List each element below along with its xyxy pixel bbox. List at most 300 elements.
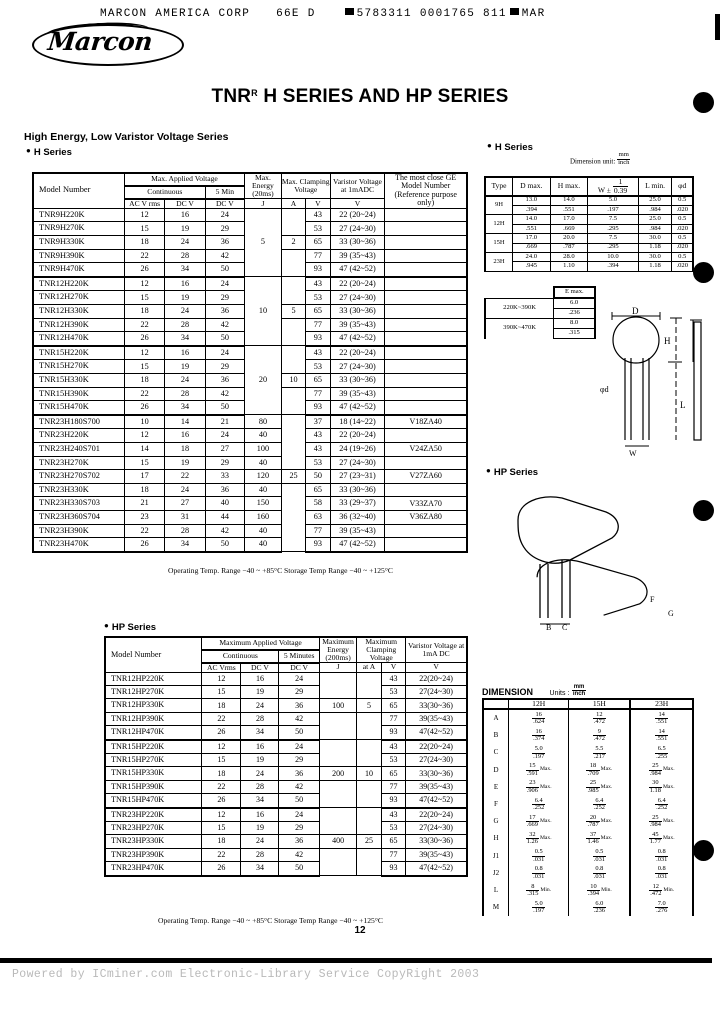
dimension-inch: .551: [656, 735, 668, 743]
dimension-value-cell: [509, 882, 569, 899]
table-row: TNR9H270K 15 19 29 53 27 (24~30): [33, 222, 467, 236]
hp-col-max-applied: Maximum Applied Voltage: [202, 637, 320, 650]
emax-range-cell: 220K~390K: [485, 298, 554, 319]
dimension-fraction: [593, 901, 606, 915]
dimension-suffix: Max.: [662, 766, 675, 773]
dimension-inch: .591: [526, 769, 538, 777]
model-number-cell: TNR23H240S701: [33, 442, 124, 456]
dimension-mm: 25: [649, 815, 662, 822]
unit-dc-v: DC V: [165, 199, 205, 209]
label-w: W: [629, 449, 637, 458]
dimension-inch: 1.77: [649, 838, 661, 846]
hp-col-max-clamping: Maximum Clamping Voltage: [357, 637, 406, 663]
table-row: TNR12HP330K 18 24 36 100 5 65 33(30~36): [105, 699, 467, 712]
dimension-fraction: [655, 712, 668, 726]
section-label-h-series-dim: [487, 141, 533, 153]
table-row: [483, 899, 693, 916]
dimension-fraction: [526, 780, 539, 794]
model-number-cell: TNR15H220K: [33, 346, 124, 360]
dimension-fraction: [532, 901, 545, 915]
bullet-icon-4: ●: [104, 621, 109, 630]
model-number-cell: TNR23H220K: [33, 429, 124, 443]
dimension-suffix: Max.: [600, 817, 613, 824]
table-row: 9H 13.0 14.0 5.0 25.0 0.5: [485, 196, 693, 206]
dimension-mm: 5.0: [532, 901, 545, 908]
dimension-inch: .031: [593, 855, 605, 863]
dimension-row-label: J1: [483, 848, 509, 865]
table-row: TNR15H330K 18 24 36 10 65 33 (30~36): [33, 374, 467, 388]
dimension-value-cell: [630, 813, 693, 830]
dimension-inch: .236: [593, 907, 605, 915]
dimension-value-cell: [630, 796, 693, 813]
hp-series-table-text: HP Series: [111, 622, 157, 633]
model-number-cell: TNR9H220K: [33, 208, 124, 222]
dimension-inch: .669: [526, 821, 538, 829]
model-number-cell: TNR23HP330K: [105, 835, 202, 848]
dimension-inch: .197: [533, 752, 545, 760]
dimension-inch: .984: [649, 821, 661, 829]
table-row: TNR23H270K 15 19 29 40 53 27 (24~30): [33, 456, 467, 470]
dimension-inch: .624: [533, 718, 545, 726]
dimension-fraction: [587, 884, 600, 898]
dim-unit-inch: inch: [572, 691, 586, 697]
dimension-row-label: D: [483, 762, 509, 779]
footer-bar: [0, 958, 712, 963]
model-number-cell: TNR9H330K: [33, 236, 124, 250]
dimension-unit-fraction: [572, 684, 586, 697]
dimension-inch: .985: [587, 786, 599, 794]
model-number-cell: TNR12HP220K: [105, 672, 202, 685]
table-row-inch: .236: [485, 309, 595, 319]
table-row: TNR15H220K 12 16 24 20 43 22 (20~24): [33, 346, 467, 360]
dimension-mm: 6.4: [593, 798, 606, 805]
dimension-mm: 25: [649, 763, 662, 770]
table-row: 220K~390K 6.0: [485, 298, 595, 309]
col-max-applied-voltage: Max. Applied Voltage: [124, 173, 244, 186]
h-series-table: [32, 172, 468, 553]
table-row: TNR12H330K 18 24 36 5 65 33 (30~36): [33, 305, 467, 319]
dimension-mm: 15: [526, 763, 539, 770]
dimension-fraction: [649, 780, 662, 794]
dimension-suffix: Max.: [539, 766, 552, 773]
table-row: [483, 796, 693, 813]
dim-col-phi-d: φd: [672, 177, 693, 196]
dimension-row-label: H: [483, 830, 509, 847]
hp-thead: [105, 637, 467, 672]
dimension-inch: .394: [587, 890, 600, 898]
model-number-cell: TNR12H470K: [33, 332, 124, 346]
table-row: TNR23HP330K 18 24 36 400 25 65 33(30~36): [105, 835, 467, 848]
unit-dc-v-5min: DC V: [205, 199, 244, 209]
emax-range-cell: 390K~470K: [485, 319, 554, 339]
dim-col-type: Type: [485, 177, 513, 196]
dimension-value-cell: [630, 848, 693, 865]
table-row: TNR12HP390K 22 28 42 77 39(35~43): [105, 712, 467, 725]
side-view-body: [694, 322, 701, 440]
model-number-cell: TNR23H470K: [33, 538, 124, 552]
table-row-inch: .315: [485, 329, 595, 339]
table-row: TNR15H390K 22 28 42 77 39 (35~43): [33, 387, 467, 401]
model-number-cell: TNR15HP220K: [105, 740, 202, 754]
table-row: 23H 24.0 28.0 10.0 30.0 0.5: [485, 252, 693, 261]
current-cell: 2: [281, 236, 305, 250]
dimension-fraction: [593, 866, 606, 880]
h-dimension-table: [484, 176, 694, 272]
col-continuous: Continuous: [124, 186, 205, 199]
dimension-value-cell: [569, 882, 631, 899]
table-row: TNR23H330K 18 24 36 40 65 33 (30~36): [33, 483, 467, 497]
model-number-cell: TNR15H330K: [33, 374, 124, 388]
hp-lead-right: [562, 560, 570, 618]
hp-col-five-min: 5 Minutes: [279, 650, 319, 663]
dimension-fraction: [593, 729, 606, 743]
table-row: TNR15HP330K 18 24 36 200 10 65 33(30~36): [105, 767, 467, 780]
table-row: 12H 14.0 17.0 7.5 25.0 0.5: [485, 215, 693, 224]
dimension-row-label: C: [483, 744, 509, 761]
hp-unit-j: J: [319, 663, 356, 673]
hp-series-draw-text: HP Series: [493, 467, 539, 478]
col-five-min: 5 Min: [205, 186, 244, 199]
model-number-cell: TNR12H270K: [33, 291, 124, 305]
dimension-mm: 20: [586, 815, 599, 822]
dimension-mm: 10: [587, 884, 600, 891]
label-d: D: [632, 306, 639, 316]
dimension-fraction: [655, 746, 668, 760]
dim-unit-mm: mm: [573, 684, 585, 690]
dimension-row-label: G: [483, 813, 509, 830]
model-number-cell: TNR9H470K: [33, 263, 124, 277]
dimension-value-cell: [569, 899, 631, 916]
col-model-number: Model Number: [33, 173, 124, 208]
unit-ac-vrms: AC V rms: [124, 199, 164, 209]
hp-col-continuous: Continuous: [202, 650, 279, 663]
col-max-energy: Max. Energy (20ms): [245, 173, 282, 199]
hp-col-max-energy: Maximum Energy (200ms): [319, 637, 356, 663]
emax-header: E max.: [554, 287, 595, 298]
hp-body-side-icon: [537, 560, 647, 615]
dimension-value-cell: [569, 848, 631, 865]
dimension-value-cell: [630, 709, 693, 727]
dimension-inch: .031: [656, 872, 668, 880]
dimension-row-label: B: [483, 727, 509, 744]
hp-body-top-icon: [518, 497, 618, 563]
model-number-cell: TNR12H220K: [33, 277, 124, 291]
dimension-row-label: L: [483, 882, 509, 899]
dimension-unit-caption: [570, 152, 630, 166]
table-row: 15H 17.0 20.0 7.5 30.0 0.5: [485, 234, 693, 243]
dimension-section-label: [482, 684, 586, 697]
h-series-tbody: [33, 208, 467, 551]
table-row: TNR23HP220K 12 16 24 43 22(20~24): [105, 808, 467, 822]
dimension-inch: .252: [656, 804, 668, 812]
dimension-mm: 18: [586, 763, 599, 770]
dimension-value-cell: [630, 882, 693, 899]
dimension-suffix: Max.: [539, 817, 552, 824]
dimension-row-label: F: [483, 796, 509, 813]
table-row: [483, 848, 693, 865]
h-series-thead: [33, 173, 467, 208]
table-row: TNR9H220K 12 16 24 5 43 22 (20~24): [33, 208, 467, 222]
dimension-mm: 7.0: [655, 901, 668, 908]
table-row: TNR23HP470K 26 34 50 93 47(42~52): [105, 862, 467, 876]
table-row: TNR12HP220K 12 16 24 43 22(20~24): [105, 672, 467, 685]
current-cell: 10: [357, 767, 381, 780]
h-dim-tbody: [485, 196, 693, 272]
current-cell: 10: [281, 374, 305, 388]
hp-unit-ac: AC Vrms: [202, 663, 241, 673]
dimension-mm: 0.8: [655, 866, 668, 873]
model-number-cell: TNR23HP220K: [105, 808, 202, 822]
dimension-inch: .031: [593, 872, 605, 880]
hp-col-model: Model Number: [105, 637, 202, 672]
section-label-h-series: [26, 146, 72, 158]
header-code: 66E D: [276, 8, 316, 20]
dimension-fraction: [526, 832, 539, 846]
model-number-cell: TNR23HP390K: [105, 848, 202, 861]
section-label-hp-series-table: [104, 621, 156, 633]
emax-rows: [485, 298, 595, 339]
page-header-line: [100, 8, 700, 20]
page-subtitle: High Energy, Low Varistor Voltage Series: [24, 131, 229, 143]
dimension-mm: 0.5: [593, 849, 606, 856]
dimension-value-cell: [509, 744, 569, 761]
page-title-rest: H SERIES AND HP SERIES: [257, 86, 509, 107]
dimension-value-cell: [630, 865, 693, 882]
dimension-tbody: [483, 709, 693, 916]
table-row: TNR12H270K 15 19 29 53 27 (24~30): [33, 291, 467, 305]
dimension-inch: .276: [656, 907, 668, 915]
marcon-logo: [32, 24, 184, 66]
model-number-cell: TNR12H390K: [33, 318, 124, 332]
unit-volt-varistor: V: [330, 199, 385, 209]
table-row: TNR15HP220K 12 16 24 43 22(20~24): [105, 740, 467, 754]
dimension-mm: 5.0: [532, 746, 545, 753]
model-number-cell: TNR12HP390K: [105, 712, 202, 725]
company-name: MARCON AMERICA CORP: [100, 8, 251, 20]
dimension-mm: 14: [655, 712, 668, 719]
dimension-value-cell: [630, 762, 693, 779]
dim-type-cell: 12H: [485, 215, 513, 234]
side-view-lead: [690, 320, 702, 362]
dimension-fraction: [655, 849, 668, 863]
table-row: TNR12HP270K 15 19 29 53 27(24~30): [105, 686, 467, 699]
dimension-value-cell: [569, 830, 631, 847]
logo-wordmark: Marcon: [46, 27, 154, 56]
hp-unit-dc: DC V: [241, 663, 279, 673]
hp-unit-dc5: DC V: [279, 663, 319, 673]
label-g: G: [668, 609, 674, 618]
dimension-inch: .472: [593, 735, 605, 743]
dimension-value-cell: [509, 709, 569, 727]
dimension-value-cell: [630, 779, 693, 796]
section-label-hp-series-draw: [486, 466, 538, 478]
table-row: [483, 830, 693, 847]
dimension-value-cell: [509, 796, 569, 813]
table-row: TNR23HP390K 22 28 42 77 39(35~43): [105, 848, 467, 861]
hp-unit-a: at A: [357, 663, 381, 673]
dimension-suffix: Min.: [601, 886, 612, 893]
dimension-fraction: [593, 798, 606, 812]
binder-dot-3: [693, 500, 714, 521]
dim-col-w: [588, 177, 638, 196]
dimension-inch: .031: [656, 855, 668, 863]
dimension-value-cell: [509, 779, 569, 796]
dimension-value-cell: [509, 830, 569, 847]
dim-col-d-max: D max.: [513, 177, 551, 196]
binder-dot-2: [693, 262, 714, 283]
energy-cell: 10: [245, 277, 282, 346]
table-row: 390K~470K 8.0: [485, 319, 595, 329]
table-row: [483, 882, 693, 899]
dim-col-l-min: L min.: [638, 177, 672, 196]
dimension-fraction: [586, 832, 599, 846]
emax-tbody: [485, 287, 595, 298]
table-row: TNR23H470K 26 34 50 40 93 47 (42~52): [33, 538, 467, 552]
dimension-mm: 9: [593, 729, 606, 736]
dimension-row-label: J2: [483, 865, 509, 882]
label-b: B: [546, 623, 552, 630]
table-row: TNR23HP270K 15 19 29 53 27(24~30): [105, 821, 467, 834]
dimension-fraction: [526, 815, 539, 829]
table-row: [483, 727, 693, 744]
dimension-value-cell: [509, 762, 569, 779]
unit-volt-clamp: V: [306, 199, 330, 209]
hp-unit-v2: V: [406, 663, 467, 673]
table-row: TNR12H220K 12 16 24 10 43 22 (20~24): [33, 277, 467, 291]
dimension-mm: 37: [586, 832, 599, 839]
hp-header-row-1: [105, 637, 467, 650]
lead-right: [643, 358, 649, 440]
dimension-value-cell: [569, 813, 631, 830]
model-number-cell: TNR23H360S704: [33, 510, 124, 524]
model-number-cell: TNR12HP270K: [105, 686, 202, 699]
dimension-mm: 0.5: [532, 849, 545, 856]
table-row: TNR12HP470K 26 34 50 93 47(42~52): [105, 726, 467, 740]
dimension-value-cell: [569, 762, 631, 779]
current-cell: 5: [281, 305, 305, 319]
dimension-value-cell: [569, 744, 631, 761]
energy-cell: 200: [319, 767, 356, 780]
dimension-inch: .252: [533, 804, 545, 812]
dimension-mm: 17: [526, 815, 539, 822]
dimension-value-cell: [569, 727, 631, 744]
dimension-suffix: Min.: [540, 886, 552, 893]
dimension-inch: .709: [587, 769, 599, 777]
dimension-mm: 0.8: [655, 849, 668, 856]
registered-mark: R: [251, 88, 258, 98]
dimension-fraction: [532, 849, 545, 863]
dimension-inch: .252: [593, 804, 605, 812]
dimension-units-label: Units :: [549, 690, 570, 697]
hp-dimension-table: [482, 698, 694, 916]
dimension-inch: .472: [650, 890, 662, 898]
dimension-inch: 1.18: [649, 786, 661, 794]
dim-col-15h: 15H: [569, 699, 631, 709]
current-cell: 25: [357, 835, 381, 848]
table-row: TNR23H220K 12 16 24 40 43 22 (20~24): [33, 429, 467, 443]
label-f: F: [650, 595, 655, 604]
dimension-fraction: [532, 866, 545, 880]
binder-dot-1: [693, 92, 714, 113]
dimension-value-cell: [630, 899, 693, 916]
dimension-value-cell: [630, 830, 693, 847]
table-row-inch: .669 .787 .295 1.18 .020: [485, 243, 693, 252]
model-number-cell: TNR15H270K: [33, 360, 124, 374]
dimension-inch: .906: [526, 786, 538, 794]
header-row-1: [33, 173, 467, 186]
square-marker-icon-2: [510, 8, 519, 15]
current-cell: 5: [357, 699, 381, 712]
dimension-mm: 16: [532, 729, 545, 736]
table-row: TNR15HP390K 22 28 42 77 39(35~43): [105, 780, 467, 793]
h-dim-header-row: [485, 177, 693, 196]
dimension-inch: .787: [587, 821, 599, 829]
model-number-cell: TNR9H390K: [33, 249, 124, 263]
dimension-fraction: [532, 712, 545, 726]
dimension-mm: 8: [526, 884, 539, 891]
table-row: [483, 762, 693, 779]
table-row: TNR23H360S704 23 31 44 160 63 36 (32~40) V36ZA80: [33, 510, 467, 524]
dimension-suffix: Max.: [539, 783, 552, 790]
lead-left: [625, 358, 631, 440]
dimension-inch: .551: [656, 718, 668, 726]
model-number-cell: TNR12HP330K: [105, 699, 202, 712]
dimension-fraction: [649, 815, 662, 829]
label-h: H: [664, 336, 671, 346]
table-row: TNR23H240S701 14 18 27 100 43 24 (19~26) V24ZA50: [33, 442, 467, 456]
model-number-cell: TNR15HP330K: [105, 767, 202, 780]
dimension-inch: .197: [533, 907, 545, 915]
unit-ampere: A: [281, 199, 305, 209]
model-number-cell: TNR15H470K: [33, 401, 124, 415]
table-row: TNR15HP270K 15 19 29 53 27(24~30): [105, 754, 467, 767]
energy-cell: 5: [245, 208, 282, 276]
dimension-mm: 5.5: [593, 746, 606, 753]
dimension-mm: 6.0: [593, 901, 606, 908]
h-dim-thead: [485, 177, 693, 196]
table-row: TNR9H390K 22 28 42 77 39 (35~43): [33, 249, 467, 263]
hp-unit-v: V: [381, 663, 405, 673]
dimension-fraction: [649, 832, 662, 846]
dimension-value-cell: [630, 727, 693, 744]
model-number-cell: TNR23H270K: [33, 456, 124, 470]
dimension-inch: 1.26: [526, 838, 538, 846]
dimension-fraction: [655, 798, 668, 812]
table-row: [483, 744, 693, 761]
dimension-suffix: Min.: [663, 886, 675, 893]
model-number-cell: TNR23H330S703: [33, 497, 124, 511]
dimension-fraction: [532, 798, 545, 812]
table-row: TNR15H270K 15 19 29 53 27 (24~30): [33, 360, 467, 374]
col-max-clamping: Max. Clamping Voltage: [281, 173, 330, 199]
dimension-inch: .031: [533, 872, 545, 880]
bullet-icon-3: ●: [486, 466, 491, 475]
bullet-icon: ●: [26, 146, 31, 155]
emax-header-row: [485, 287, 595, 298]
table-row: TNR23H180S700 10 14 21 80 37 18 (14~22) V18ZA40: [33, 415, 467, 429]
dimension-mm: 16: [532, 712, 545, 719]
dimension-fraction: [532, 746, 545, 760]
dimension-suffix: Max.: [539, 835, 552, 842]
dim-type-cell: 15H: [485, 234, 513, 253]
hp-tbody: [105, 672, 467, 875]
dimension-inch: .031: [533, 855, 545, 863]
dimension-mm: 25: [586, 780, 599, 787]
header-suffix: MAR: [521, 8, 546, 20]
dimension-label-text: DIMENSION: [482, 687, 534, 697]
disc-varistor-drawing: [598, 300, 718, 460]
dimension-suffix: Max.: [662, 835, 675, 842]
